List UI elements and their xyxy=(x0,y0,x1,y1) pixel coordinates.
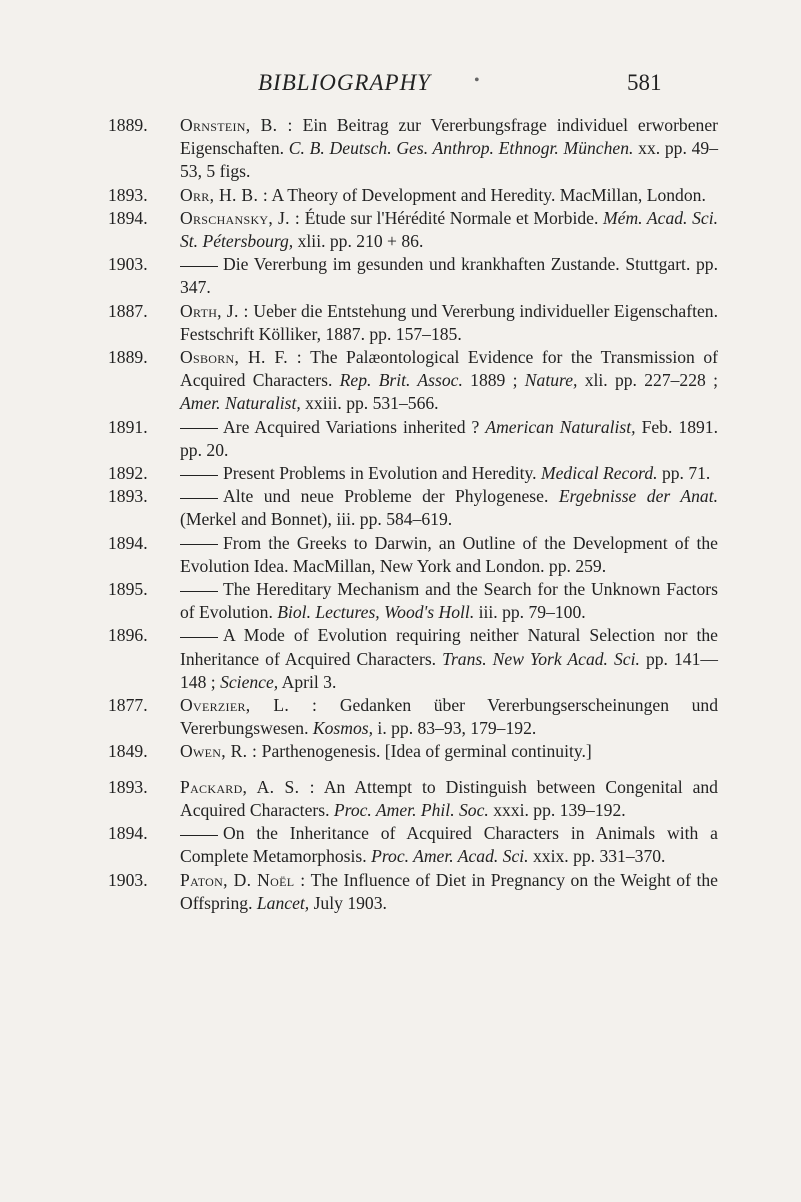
running-header xyxy=(0,70,801,110)
entry-segment: xlii. pp. 210 + 86. xyxy=(293,231,424,252)
entry-segment: The Influence of Diet in Pregnancy on the Weight of the Offspring. xyxy=(180,869,718,913)
entry-year: 1891. xyxy=(108,416,148,437)
entry-segment: (Merkel and Bonnet), iii. pp. 584–619. xyxy=(180,509,453,530)
entry-year: 1849. xyxy=(108,741,148,762)
entry-text xyxy=(180,776,718,822)
entry-author: Orschansky, J. : xyxy=(180,207,301,228)
running-title: BIBLIOGRAPHY xyxy=(258,70,431,95)
bibliography-entry xyxy=(108,776,718,822)
entry-segment: From the Greeks to Darwin, an Outline of the Development of the Evolution Idea. MacMillan, New York and London. pp. 259. xyxy=(180,532,718,576)
entry-author: Orr, H. B. : xyxy=(180,184,269,205)
entry-year: 1877. xyxy=(108,695,148,716)
entry-year: 1889. xyxy=(108,347,148,368)
entry-year: 1894. xyxy=(108,207,148,228)
journal-title: Medical Record. xyxy=(540,463,658,484)
entry-year: 1893. xyxy=(108,184,148,205)
entry-segment: The Hereditary Mechanism and the Search for the Unknown Factors of Evolution. xyxy=(180,579,718,623)
entry-author: Paton, D. Noël : xyxy=(180,869,306,890)
bibliography-entry xyxy=(108,300,718,346)
bibliography-entry xyxy=(108,694,718,740)
entry-text xyxy=(180,253,718,299)
entry-year: 1887. xyxy=(108,300,148,321)
journal-title: Proc. Amer. Acad. Sci. xyxy=(371,846,529,867)
journal-title: Trans. New York Acad. Sci. xyxy=(442,648,640,669)
entry-author: Owen, R. : xyxy=(180,741,258,762)
entry-year: 1896. xyxy=(108,625,148,646)
entry-segment: xxiii. pp. 531–566. xyxy=(300,393,439,414)
entry-segment: The Palæontological Evidence for the Transmission of Acquired Characters. xyxy=(180,347,718,391)
entry-year: 1903. xyxy=(108,869,148,890)
entry-year: 1889. xyxy=(108,115,148,135)
header-separator: • xyxy=(474,72,480,89)
entry-segment: July 1903. xyxy=(309,892,387,913)
entry-text xyxy=(180,624,718,694)
entry-segment: Are Acquired Variations inherited ? xyxy=(223,416,486,437)
journal-title: Lancet, xyxy=(256,892,310,913)
entry-segment: xxxi. pp. 139–192. xyxy=(488,799,626,820)
entry-segment: xli. pp. 227–228 ; xyxy=(577,370,718,391)
entry-segment: Ein Beitrag zur Vererbungsfrage individuel erworbener Eigenschaften. xyxy=(180,115,719,159)
bibliography-entry xyxy=(108,532,718,578)
entry-segment: i. pp. 83–93, 179–192. xyxy=(373,718,537,739)
journal-title: Rep. Brit. Assoc. xyxy=(339,370,463,391)
journal-title: Science, xyxy=(220,671,279,692)
entry-author: Packard, A. S. : xyxy=(180,776,315,797)
bibliography-entry xyxy=(108,869,718,915)
ditto-dash xyxy=(180,498,218,499)
entry-segment: Gedanken über Vererbungserscheinungen und Vererbungswesen. xyxy=(180,695,718,739)
entry-year: 1894. xyxy=(108,823,148,844)
entry-segment: Ueber die Entstehung und Vererbung individueller Eigenschaften. Festschrift Kölliker, 1887. pp. 157–185. xyxy=(180,300,718,344)
entry-year: 1894. xyxy=(108,532,148,553)
entry-year: 1892. xyxy=(108,463,148,484)
entry-text xyxy=(180,485,718,531)
ditto-dash xyxy=(180,475,218,476)
entry-segment: iii. pp. 79–100. xyxy=(474,602,586,623)
bibliography-entry xyxy=(108,346,718,416)
ditto-dash xyxy=(180,266,218,267)
entry-segment: Feb. 1891. pp. 20. xyxy=(180,416,718,460)
entry-year: 1903. xyxy=(108,254,148,275)
entry-text xyxy=(180,207,718,253)
journal-title: Biol. Lectures, Wood's Holl. xyxy=(277,602,475,623)
entry-spacer xyxy=(108,764,718,776)
entry-segment: Die Vererbung im gesunden und krankhaften Zustande. Stuttgart. pp. 347. xyxy=(180,254,718,298)
ditto-dash xyxy=(180,428,218,429)
entry-text xyxy=(180,532,718,578)
ditto-dash xyxy=(180,591,218,592)
journal-title: Kosmos, xyxy=(312,718,374,739)
entry-text xyxy=(180,416,718,462)
entry-segment: A Mode of Evolution requiring neither Natural Selection nor the Inheritance of Acquired Characters. xyxy=(180,625,718,669)
entry-segment: An Attempt to Distinguish between Congenital and Acquired Characters. xyxy=(180,776,718,820)
ditto-dash xyxy=(180,544,218,545)
entry-segment: 1889 ; xyxy=(462,370,525,391)
bibliography-list xyxy=(108,114,718,915)
entry-segment: April 3. xyxy=(278,671,337,692)
bibliography-entry xyxy=(108,253,718,299)
entry-segment: pp. 141—148 ; xyxy=(180,648,718,692)
entry-text xyxy=(180,822,718,868)
entry-year: 1895. xyxy=(108,579,148,600)
bibliography-entry xyxy=(108,578,718,624)
entry-segment: xx. pp. 49–53, 5 figs. xyxy=(180,138,718,182)
journal-title: Ergebnisse der Anat. xyxy=(558,486,718,507)
bibliography-entry xyxy=(108,624,718,694)
entry-text xyxy=(180,346,718,416)
entry-year: 1893. xyxy=(108,486,148,507)
entry-author: Overzier, L. : xyxy=(180,695,318,716)
entry-segment: xxix. pp. 331–370. xyxy=(528,846,666,867)
bibliography-entry xyxy=(108,416,718,462)
bibliography-entry xyxy=(108,822,718,868)
page-number: 581 xyxy=(627,70,662,95)
bibliography-entry xyxy=(108,184,718,207)
journal-title: American Naturalist, xyxy=(485,416,636,437)
journal-title: Nature, xyxy=(524,370,578,391)
entry-text xyxy=(180,184,718,207)
ditto-dash xyxy=(180,835,218,836)
entry-segment: A Theory of Development and Heredity. MacMillan, London. xyxy=(271,184,706,205)
entry-text xyxy=(180,578,718,624)
entry-segment: Present Problems in Evolution and Heredity. xyxy=(223,463,541,484)
entry-segment: Alte und neue Probleme der Phylogenese. xyxy=(223,486,559,507)
bibliography-entry xyxy=(108,740,718,763)
journal-title: Amer. Naturalist, xyxy=(180,393,301,414)
entry-segment: Parthenogenesis. [Idea of germinal continuity.] xyxy=(261,741,592,762)
entry-author: Ornstein, B. : xyxy=(180,115,293,135)
entry-text xyxy=(180,740,718,763)
entry-author: Osborn, H. F. : xyxy=(180,347,302,368)
bibliography-entry xyxy=(108,485,718,531)
entry-segment: Étude sur l'Hérédité Normale et Morbide. xyxy=(304,207,603,228)
entry-text xyxy=(180,869,718,915)
entry-segment: On the Inheritance of Acquired Characters in Animals with a Complete Metamorphosis. xyxy=(180,823,718,867)
bibliography-entry xyxy=(108,462,718,485)
entry-text xyxy=(180,114,718,184)
entry-segment: pp. 71. xyxy=(657,463,711,484)
ditto-dash xyxy=(180,637,218,638)
entry-text xyxy=(180,694,718,740)
bibliography-entry xyxy=(108,207,718,253)
entry-text xyxy=(180,462,718,485)
journal-title: Mém. Acad. Sci. St. Pétersbourg, xyxy=(180,207,718,252)
journal-title: C. B. Deutsch. Ges. Anthrop. Ethnogr. München. xyxy=(288,138,634,159)
bibliography-entry xyxy=(108,114,718,184)
entry-author: Orth, J. : xyxy=(180,300,249,321)
entry-text xyxy=(180,300,718,346)
journal-title: Proc. Amer. Phil. Soc. xyxy=(333,799,489,820)
entry-year: 1893. xyxy=(108,776,148,797)
